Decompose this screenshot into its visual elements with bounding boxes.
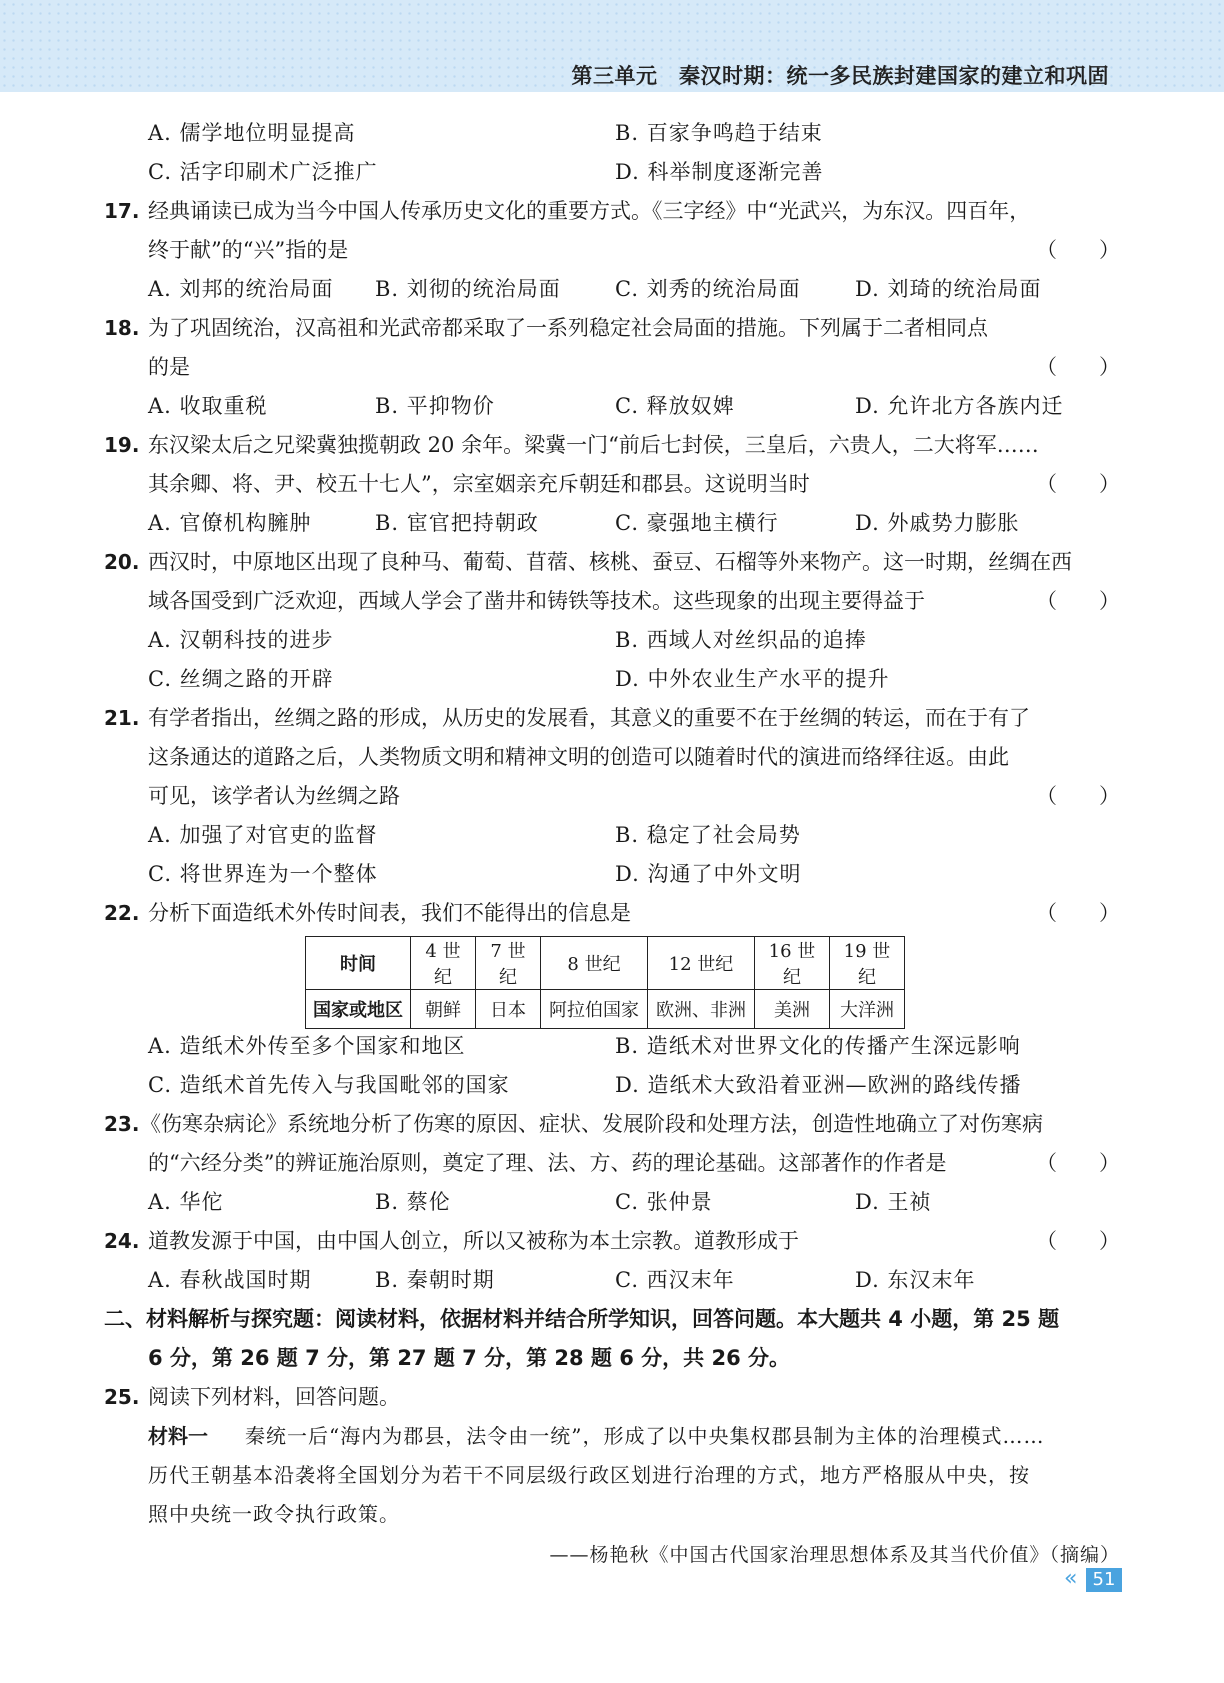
q23-stem-line1: 《伤寒杂病论》系统地分析了伤寒的原因、症状、发展阶段和处理方法，创造性地确立了对伤寒病 — [140, 1112, 1043, 1136]
papermaking-spread-table — [305, 936, 905, 1029]
q24-option-b: B. 秦朝时期 — [375, 1268, 495, 1292]
q22-option-c: C. 造纸术首先传入与我国毗邻的国家 — [148, 1073, 510, 1097]
q21-stem-line3: 可见，该学者认为丝绸之路 — [148, 784, 400, 808]
material-one-line3: 照中央统一政令执行政策。 — [148, 1502, 400, 1526]
q23-option-c: C. 张仲景 — [615, 1190, 713, 1214]
q19-option-d: D. 外戚势力膨胀 — [855, 511, 1020, 535]
table-cell: 日本 — [476, 990, 541, 1029]
material-one-label: 材料一 — [148, 1424, 208, 1448]
q18-option-b: B. 平抑物价 — [375, 394, 495, 418]
section2-heading-line2: 6 分，第 26 题 7 分，第 27 题 7 分，第 28 题 6 分，共 26 分。 — [148, 1346, 791, 1370]
q20-answer-bracket: （ ） — [1036, 589, 1120, 613]
q17-number: 17. — [104, 199, 140, 223]
q21-option-a: A. 加强了对官吏的监督 — [148, 823, 378, 847]
q19-answer-bracket: （ ） — [1036, 472, 1120, 496]
q18-stem-line2: 的是 — [148, 355, 190, 379]
table-cell: 朝鲜 — [411, 990, 476, 1029]
q21-option-d: D. 沟通了中外文明 — [615, 862, 802, 886]
q24-number: 24. — [104, 1229, 140, 1253]
q20-stem-line1: 西汉时，中原地区出现了良种马、葡萄、苜蓿、核桃、蚕豆、石榴等外来物产。这一时期，丝绸在西 — [148, 550, 1072, 574]
table-cell: 4 世纪 — [411, 937, 476, 990]
table-cell: 16 世纪 — [755, 937, 830, 990]
q24-option-d: D. 东汉末年 — [855, 1268, 976, 1292]
q16-option-c: C. 活字印刷术广泛推广 — [148, 160, 378, 184]
q23-option-b: B. 蔡伦 — [375, 1190, 451, 1214]
table-row — [306, 990, 905, 1029]
table-row — [306, 937, 905, 990]
q22-option-a: A. 造纸术外传至多个国家和地区 — [148, 1034, 466, 1058]
section2-heading-line1: 二、材料解析与探究题：阅读材料，依据材料并结合所学知识，回答问题。本大题共 4 小题，第 25 题 — [104, 1307, 1060, 1331]
q23-number: 23. — [104, 1112, 140, 1136]
q17-stem-line2: 终于献”的“兴”指的是 — [148, 238, 349, 262]
q20-option-b: B. 西域人对丝织品的追捧 — [615, 628, 867, 652]
q18-option-a: A. 收取重税 — [148, 394, 268, 418]
q23-option-d: D. 王祯 — [855, 1190, 932, 1214]
q24-option-a: A. 春秋战国时期 — [148, 1268, 312, 1292]
table-head-place: 国家或地区 — [306, 990, 411, 1029]
q25-number: 25. — [104, 1385, 140, 1409]
q22-answer-bracket: （ ） — [1036, 901, 1120, 925]
q23-answer-bracket: （ ） — [1036, 1151, 1120, 1175]
table-head-time: 时间 — [306, 937, 411, 990]
q20-number: 20. — [104, 550, 140, 574]
material-one-line2: 历代王朝基本沿袭将全国划分为若干不同层级行政区划进行治理的方式，地方严格服从中央，按 — [148, 1463, 1030, 1487]
q22-number: 22. — [104, 901, 140, 925]
double-chevron-left-icon: « — [1064, 1566, 1078, 1591]
q17-option-b: B. 刘彻的统治局面 — [375, 277, 561, 301]
q17-stem-line1: 经典诵读已成为当今中国人传承历史文化的重要方式。《三字经》中“光武兴，为东汉。四百年， — [148, 199, 1031, 223]
q17-option-d: D. 刘琦的统治局面 — [855, 277, 1042, 301]
q19-option-a: A. 官僚机构臃肿 — [148, 511, 312, 535]
q20-option-a: A. 汉朝科技的进步 — [148, 628, 334, 652]
q21-option-b: B. 稳定了社会局势 — [615, 823, 801, 847]
q16-option-a: A. 儒学地位明显提高 — [148, 121, 356, 145]
table-cell: 8 世纪 — [541, 937, 648, 990]
page-number: 51 — [1086, 1568, 1122, 1592]
q24-stem-line1: 道教发源于中国，由中国人创立，所以又被称为本土宗教。道教形成于 — [148, 1229, 799, 1253]
q23-option-a: A. 华佗 — [148, 1190, 224, 1214]
q24-option-c: C. 西汉末年 — [615, 1268, 735, 1292]
q18-answer-bracket: （ ） — [1036, 355, 1120, 379]
q18-option-c: C. 释放奴婢 — [615, 394, 735, 418]
material-one-source: ——杨艳秋《中国古代国家治理思想体系及其当代价值》（摘编） — [549, 1544, 1120, 1566]
q19-stem-line2: 其余卿、将、尹、校五十七人”，宗室姻亲充斥朝廷和郡县。这说明当时 — [148, 472, 810, 496]
q21-number: 21. — [104, 706, 140, 730]
material-one-line1: 秦统一后“海内为郡县，法令由一统”，形成了以中央集权郡县制为主体的治理模式…… — [245, 1424, 1045, 1448]
q23-stem-line2: 的“六经分类”的辨证施治原则，奠定了理、法、方、药的理论基础。这部著作的作者是 — [148, 1151, 947, 1175]
q17-option-c: C. 刘秀的统治局面 — [615, 277, 801, 301]
table-cell: 7 世纪 — [476, 937, 541, 990]
q18-option-d: D. 允许北方各族内迁 — [855, 394, 1064, 418]
q22-option-d: D. 造纸术大致沿着亚洲—欧洲的路线传播 — [615, 1073, 1022, 1097]
q16-option-b: B. 百家争鸣趋于结束 — [615, 121, 823, 145]
q18-stem-line1: 为了巩固统治，汉高祖和光武帝都采取了一系列稳定社会局面的措施。下列属于二者相同点 — [148, 316, 988, 340]
q16-option-d: D. 科举制度逐渐完善 — [615, 160, 824, 184]
q19-number: 19. — [104, 433, 140, 457]
table-cell: 美洲 — [755, 990, 830, 1029]
q21-option-c: C. 将世界连为一个整体 — [148, 862, 378, 886]
q24-answer-bracket: （ ） — [1036, 1229, 1120, 1253]
table-cell: 19 世纪 — [830, 937, 905, 990]
table-cell: 阿拉伯国家 — [541, 990, 648, 1029]
q21-stem-line1: 有学者指出，丝绸之路的形成，从历史的发展看，其意义的重要不在于丝绸的转运，而在于有了 — [148, 706, 1030, 730]
table-cell: 欧洲、非洲 — [648, 990, 755, 1029]
q17-answer-bracket: （ ） — [1036, 238, 1120, 262]
table-cell: 12 世纪 — [648, 937, 755, 990]
q19-option-c: C. 豪强地主横行 — [615, 511, 779, 535]
q17-option-a: A. 刘邦的统治局面 — [148, 277, 334, 301]
q21-answer-bracket: （ ） — [1036, 784, 1120, 808]
q20-stem-line2: 域各国受到广泛欢迎，西域人学会了凿井和铸铁等技术。这些现象的出现主要得益于 — [148, 589, 925, 613]
q21-stem-line2: 这条通达的道路之后，人类物质文明和精神文明的创造可以随着时代的演进而络绎往返。由此 — [148, 745, 1009, 769]
q20-option-c: C. 丝绸之路的开辟 — [148, 667, 334, 691]
q18-number: 18. — [104, 316, 140, 340]
q19-option-b: B. 宦官把持朝政 — [375, 511, 539, 535]
q22-option-b: B. 造纸术对世界文化的传播产生深远影响 — [615, 1034, 1021, 1058]
q22-stem-line1: 分析下面造纸术外传时间表，我们不能得出的信息是 — [148, 901, 631, 925]
q19-stem-line1: 东汉梁太后之兄梁冀独揽朝政 20 余年。梁冀一门“前后七封侯，三皇后，六贵人，二大将军…… — [148, 433, 1039, 457]
q25-stem: 阅读下列材料，回答问题。 — [148, 1385, 400, 1409]
q20-option-d: D. 中外农业生产水平的提升 — [615, 667, 890, 691]
table-cell: 大洋洲 — [830, 990, 905, 1029]
unit-title: 第三单元 秦汉时期：统一多民族封建国家的建立和巩固 — [571, 64, 1109, 88]
